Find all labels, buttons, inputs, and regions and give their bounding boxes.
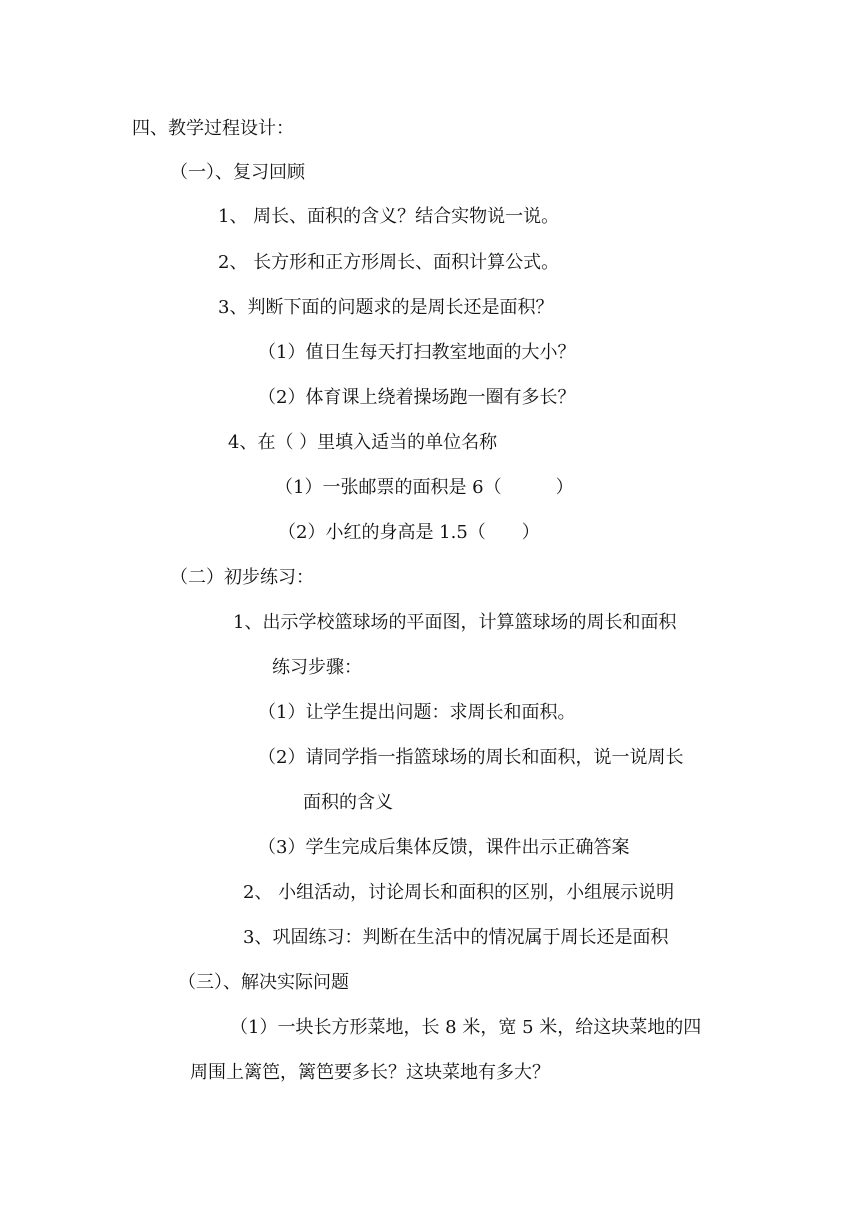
problem-1-continued: 周围上篱笆，篱笆要多长？这块菜地有多大？ [190,1062,550,1083]
review-item-3: 3、判断下面的问题求的是周长还是面积？ [218,297,554,318]
problem-1: （1）一块长方形菜地，长 8 米，宽 5 米，给这块菜地的四 [230,1017,702,1038]
subsection-initial-practice: （二）初步练习： [170,567,314,588]
review-item-3-sub-1: （1）值日生每天打扫教室地面的大小？ [258,342,576,363]
section-heading-teaching-process: 四、教学过程设计： [132,118,294,139]
subsection-practical-problems: （三）、解决实际问题 [178,972,349,993]
review-item-4-sub-1: （1）一张邮票的面积是 6（ ） [275,477,574,498]
review-item-3-sub-2: （2）体育课上绕着操场跑一圈有多长？ [258,387,576,408]
practice-step-2-continued: 面积的含义 [303,792,393,813]
practice-step-2: （2）请同学指一指篮球场的周长和面积，说一说周长 [258,747,684,768]
review-item-4: 4、在（ ）里填入适当的单位名称 [228,432,498,453]
review-item-4-sub-2: （2）小红的身高是 1.5（ ） [278,522,540,543]
practice-item-3: 3、巩固练习：判断在生活中的情况属于周长还是面积 [243,927,669,948]
subsection-review: （一）、复习回顾 [170,162,305,183]
practice-step-1: （1）让学生提出问题：求周长和面积。 [258,702,576,723]
practice-steps-label: 练习步骤： [272,657,362,678]
practice-item-1: 1、出示学校篮球场的平面图，计算篮球场的周长和面积 [233,612,677,633]
practice-item-2: 2、 小组活动，讨论周长和面积的区别，小组展示说明 [243,882,675,903]
review-item-2: 2、 长方形和正方形周长、面积计算公式。 [218,252,560,273]
practice-step-3: （3）学生完成后集体反馈，课件出示正确答案 [258,837,630,858]
review-item-1: 1、 周长、面积的含义？结合实物说一说。 [218,206,560,227]
